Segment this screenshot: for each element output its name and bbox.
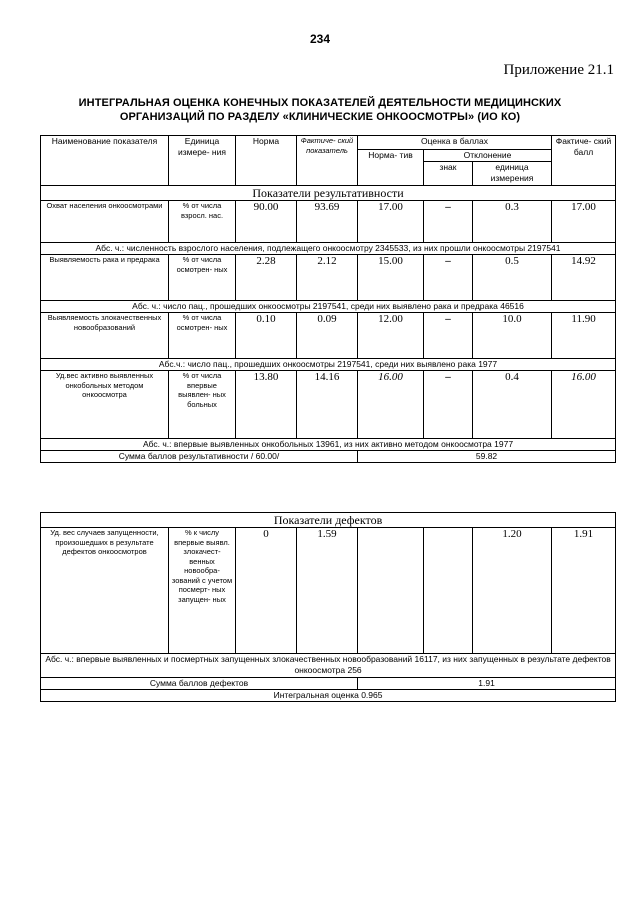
row-deviation: 0.3 bbox=[473, 201, 552, 243]
row-score: 11.90 bbox=[552, 313, 616, 359]
results-table bbox=[40, 135, 616, 463]
defects-table bbox=[40, 512, 616, 702]
row-absolute-note: Абс. ч.: число пац., прошедших онкоосмотры 2197541, среди них выявлено рака и предрака 46516 bbox=[41, 301, 616, 313]
table-row bbox=[41, 313, 616, 359]
row-sign: – bbox=[424, 255, 473, 301]
row-unit: % от числа осмотрен- ных bbox=[169, 313, 236, 359]
header-dev-unit: единица измерения bbox=[473, 162, 552, 186]
header-normative: Норма- тив bbox=[358, 150, 424, 186]
defect-sign bbox=[424, 528, 473, 654]
row-unit: % от числа впервые выявлен- ных больных bbox=[169, 371, 236, 439]
row-normative: 16.00 bbox=[358, 371, 424, 439]
defects-sum-value: 1.91 bbox=[358, 678, 616, 690]
defect-norm: 0 bbox=[236, 528, 297, 654]
row-norm: 0.10 bbox=[236, 313, 297, 359]
row-actual: 0.09 bbox=[297, 313, 358, 359]
defect-indicator-name: Уд. вес случаев запущенности, произошедших в результате дефектов онкоосмотров bbox=[41, 528, 169, 654]
row-deviation: 10.0 bbox=[473, 313, 552, 359]
section-results-title: Показатели результативности bbox=[41, 186, 616, 201]
defect-absolute-note: Абс. ч.: впервые выявленных и посмертных запущенных злокачественных новообразований 16117, из них запущенных в результате дефектов онкоосмотра 256 bbox=[41, 654, 616, 678]
row-absolute-note: Абс. ч.: впервые выявленных онкобольных 13961, из них активно методом онкоосмотра 1977 bbox=[41, 439, 616, 451]
header-indicator: Наименование показателя bbox=[41, 136, 169, 186]
table-row bbox=[41, 201, 616, 243]
row-indicator-name: Охват населения онкоосмотрами bbox=[41, 201, 169, 243]
row-sign: – bbox=[424, 201, 473, 243]
header-score-group: Оценка в баллах bbox=[358, 136, 552, 150]
defect-actual: 1.59 bbox=[297, 528, 358, 654]
results-sum-label: Сумма баллов результативности / 60.00/ bbox=[41, 451, 358, 463]
row-deviation: 0.4 bbox=[473, 371, 552, 439]
row-norm: 13.80 bbox=[236, 371, 297, 439]
row-actual: 2.12 bbox=[297, 255, 358, 301]
row-sign: – bbox=[424, 313, 473, 359]
page-number: 234 bbox=[309, 32, 331, 46]
header-norm: Норма bbox=[236, 136, 297, 186]
row-unit: % от числа осмотрен- ных bbox=[169, 255, 236, 301]
table-row bbox=[41, 528, 616, 654]
row-absolute-note: Абс. ч.: численность взрослого населения, подлежащего онкоосмотру 2345533, из них прошли онкоосмотры 2197541 bbox=[41, 243, 616, 255]
defect-unit: % к числу впервые выявл. злокачест- венных новообра- зований с учетом посмерт- ных запущен- ных bbox=[169, 528, 236, 654]
appendix-label: Приложение 21.1 bbox=[503, 62, 614, 78]
table-row bbox=[41, 255, 616, 301]
defects-sum-label: Сумма баллов дефектов bbox=[41, 678, 358, 690]
table-row bbox=[41, 371, 616, 439]
heading-line-1: ИНТЕГРАЛЬНАЯ ОЦЕНКА КОНЕЧНЫХ ПОКАЗАТЕЛЕЙ ДЕЯТЕЛЬНОСТИ МЕДИЦИНСКИХ bbox=[78, 97, 562, 109]
section-defects-title: Показатели дефектов bbox=[41, 513, 616, 528]
row-actual: 93.69 bbox=[297, 201, 358, 243]
row-indicator-name: Выявляемость злокачественных новообразований bbox=[41, 313, 169, 359]
header-sign: знак bbox=[424, 162, 473, 186]
row-normative: 15.00 bbox=[358, 255, 424, 301]
row-absolute-note: Абс.ч.: число пац., прошедших онкоосмотры 2197541, среди них выявлено рака 1977 bbox=[41, 359, 616, 371]
header-actual-score: Фактиче- ский балл bbox=[552, 136, 616, 186]
row-actual: 14.16 bbox=[297, 371, 358, 439]
row-norm: 90.00 bbox=[236, 201, 297, 243]
row-deviation: 0.5 bbox=[473, 255, 552, 301]
row-score: 17.00 bbox=[552, 201, 616, 243]
row-normative: 12.00 bbox=[358, 313, 424, 359]
header-deviation: Отклонение bbox=[424, 150, 552, 162]
row-unit: % от числа взросл. нас. bbox=[169, 201, 236, 243]
heading-line-2: ОРГАНИЗАЦИЙ ПО РАЗДЕЛУ «КЛИНИЧЕСКИЕ ОНКООСМОТРЫ» (ИО КО) bbox=[119, 111, 521, 123]
row-score: 16.00 bbox=[552, 371, 616, 439]
row-indicator-name: Выявляемость рака и предрака bbox=[41, 255, 169, 301]
row-score: 14.92 bbox=[552, 255, 616, 301]
row-normative: 17.00 bbox=[358, 201, 424, 243]
defect-score: 1.91 bbox=[552, 528, 616, 654]
integral-score: Интегральная оценка 0.965 bbox=[41, 690, 616, 702]
defect-deviation: 1.20 bbox=[473, 528, 552, 654]
row-sign: – bbox=[424, 371, 473, 439]
defect-normative bbox=[358, 528, 424, 654]
row-indicator-name: Уд.вес активно выявленных онкобольных методом онкоосмотра bbox=[41, 371, 169, 439]
header-actual-indicator: Фактиче- ский показатель bbox=[297, 136, 358, 186]
document-heading bbox=[40, 96, 600, 124]
results-sum-value: 59.82 bbox=[358, 451, 616, 463]
row-norm: 2.28 bbox=[236, 255, 297, 301]
header-unit: Единица измере- ния bbox=[169, 136, 236, 186]
